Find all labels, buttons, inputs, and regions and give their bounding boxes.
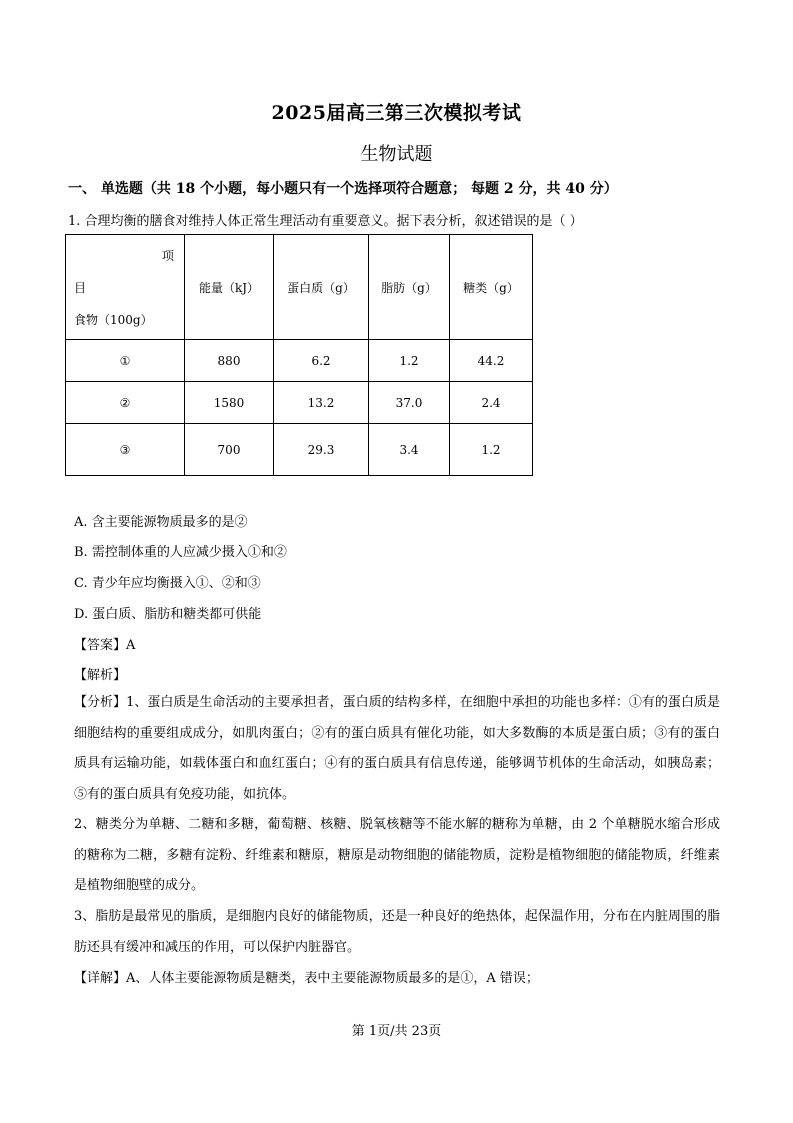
energy-cell: 1580 (185, 382, 274, 424)
question-stem: 1. 合理均衡的膳食对维持人体正常生理活动有重要意义。据下表分析，叙述错误的是（ ） (68, 214, 583, 229)
corner-label-mid: 目 (74, 281, 87, 295)
detail-text: A、人体主要能源物质是糖类，表中主要能源物质最多的是①，A 错误； (126, 971, 539, 986)
fat-cell: 37.0 (369, 382, 450, 424)
food-cell: ② (66, 382, 185, 424)
sugar-cell: 2.4 (450, 382, 533, 424)
option-c: C. 青少年应均衡摄入①、②和③ (74, 576, 261, 591)
sugar-cell: 1.2 (450, 424, 533, 476)
table-row (66, 424, 533, 476)
exam-subtitle: 生物试题 (360, 144, 433, 165)
fat-cell: 1.2 (369, 340, 450, 382)
food-cell: ③ (66, 424, 185, 476)
column-header: 糖类（g） (450, 235, 533, 340)
table-header-row (66, 235, 533, 340)
detail-paragraph (74, 964, 720, 995)
column-header: 能量（kJ） (185, 235, 274, 340)
food-cell: ① (66, 340, 185, 382)
table-corner-cell (66, 235, 185, 340)
nutrition-table (65, 234, 533, 476)
analysis-text-1: 1、蛋白质是生命活动的主要承担者，蛋白质的结构多样，在细胞中承担的功能也多样：①有的蛋白质是细胞结构的重要组成成分，如肌肉蛋白；②有的蛋白质具有催化功能，如大多数酶的本质是蛋白质；③有的蛋白质具有运输功能，如载体蛋白和血红蛋白；④有的蛋白质具有信息传递，能够调节机体的生命活动，如胰岛素；⑤有的蛋白质具有免疫功能，如抗体。 (74, 695, 720, 802)
corner-label-bottom: 食物（100g） (74, 313, 153, 327)
protein-cell: 6.2 (274, 340, 369, 382)
protein-cell: 29.3 (274, 424, 369, 476)
column-header: 蛋白质（g） (274, 235, 369, 340)
column-header: 脂肪（g） (369, 235, 450, 340)
table-row (66, 340, 533, 382)
protein-cell: 13.2 (274, 382, 369, 424)
analysis-paragraph-2: 2、糖类分为单糖、二糖和多糖，葡萄糖、核糖、脱氧核糖等不能水解的糖称为单糖，由 2 个单糖脱水缩合形成的糖称为二糖，多糖有淀粉、纤维素和糖原，糖原是动物细胞的储能物质，淀粉是植物细胞的储能物质，纤维素是植物细胞壁的成分。 (74, 817, 720, 893)
analysis-paragraph-3: 3、脂肪是最常见的脂质，是细胞内良好的储能物质，还是一种良好的绝热体，起保温作用，分布在内脏周围的脂肪还具有缓冲和减压的作用，可以保护内脏器官。 (74, 909, 720, 955)
option-a: A. 含主要能源物质最多的是② (74, 515, 248, 530)
fat-cell: 3.4 (369, 424, 450, 476)
answer-label: 【答案】A (74, 638, 136, 653)
section-heading: 一、 单选题（共 18 个小题，每小题只有一个选择项符合题意； 每题 2 分，共 40 分） (68, 181, 618, 197)
corner-label-top: 项 (161, 249, 174, 263)
analysis-tag: 【分析】 (74, 695, 127, 710)
detail-tag: 【详解】 (74, 971, 127, 986)
energy-cell: 880 (185, 340, 274, 382)
analysis-label: 【解析】 (74, 668, 127, 683)
page-number: 第 1页/共 23页 (351, 1024, 442, 1039)
energy-cell: 700 (185, 424, 274, 476)
option-d: D. 蛋白质、脂肪和糖类都可供能 (74, 607, 262, 622)
sugar-cell: 44.2 (450, 340, 533, 382)
analysis-paragraph-1 (74, 688, 720, 810)
option-b: B. 需控制体重的人应减少摄入①和② (74, 545, 287, 560)
exam-title: 2025届高三第三次模拟考试 (271, 102, 522, 124)
table-row (66, 382, 533, 424)
